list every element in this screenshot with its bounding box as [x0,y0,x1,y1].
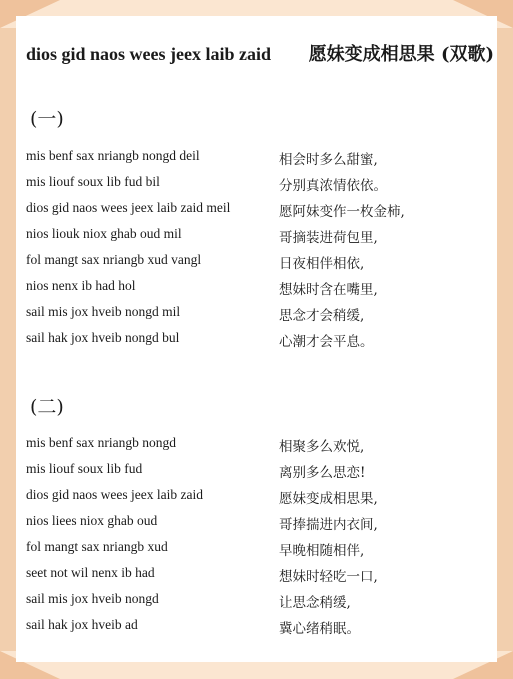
lyric-line [16,174,497,194]
lyric-romanized: seet not wil nenx ib had [26,565,155,580]
lyric-chinese: 相聚多么欢悦, [279,439,365,455]
lyric-romanized: sail hak jox hveib ad [26,617,138,632]
lyric-chinese: 分别真浓情依依。 [279,178,387,194]
lyric-chinese: 想妹时轻吃一口, [279,569,378,585]
lyric-line [16,278,497,298]
lyric-chinese: 想妹时含在嘴里, [279,282,378,298]
frame-side-left [0,28,16,651]
lyric-line [16,304,497,324]
lyric-chinese: 离别多么思恋! [279,465,366,481]
lyric-romanized: nios liees niox ghab oud [26,513,158,528]
frame-side-right [497,28,513,651]
lyric-chinese: 冀心绪稍眠。 [279,621,360,637]
lyric-romanized: mis liouf soux lib fud bil [26,174,160,189]
section-label-1: (一) [30,108,64,130]
lyric-chinese: 愿阿妹变作一枚金柿, [279,204,405,220]
section-label-2: (二) [30,396,64,418]
lyric-line [16,330,497,350]
lyric-romanized: nios nenx ib had hol [26,278,136,293]
lyric-romanized: sail hak jox hveib nongd bul [26,330,180,345]
title-chinese: 愿妹变成相思果 (双歌) [308,44,494,65]
lyric-romanized: dios gid naos wees jeex laib zaid [26,487,203,502]
lyric-romanized: dios gid naos wees jeex laib zaid meil [26,200,231,215]
lyric-line [16,565,497,585]
lyric-chinese: 愿妹变成相思果, [279,491,378,507]
lyric-romanized: nios liouk niox ghab oud mil [26,226,182,241]
lyric-romanized: mis benf sax nriangb nongd [26,435,176,450]
lyric-chinese: 日夜相伴相依, [279,256,365,272]
lyric-line [16,539,497,559]
lyric-chinese: 哥捧揣进内衣间, [279,517,378,533]
song-title [26,40,494,66]
lyric-romanized: sail mis jox hveib nongd mil [26,304,181,319]
title-romanized: dios gid naos wees jeex laib zaid [26,44,272,64]
lyric-line [16,591,497,611]
lyric-line [16,487,497,507]
lyric-romanized: mis liouf soux lib fud [26,461,143,476]
lyric-line [16,617,497,637]
lyric-chinese: 思念才会稍缓, [279,308,365,324]
lyric-romanized: fol mangt sax nriangb xud [26,539,168,554]
lyric-chinese: 让思念稍缓, [279,595,351,611]
lyric-line [16,461,497,481]
lyric-chinese: 早晚相随相伴, [279,543,365,559]
lyric-line [16,435,497,455]
lyric-chinese: 哥摘装进荷包里, [279,230,378,246]
song-page [16,16,497,662]
lyric-line [16,226,497,246]
lyric-chinese: 心潮才会平息。 [279,334,374,350]
lyric-line [16,513,497,533]
lyric-chinese: 相会时多么甜蜜, [279,152,378,168]
lyric-line [16,148,497,168]
lyric-romanized: mis benf sax nriangb nongd deil [26,148,200,163]
lyric-romanized: sail mis jox hveib nongd [26,591,159,606]
lyric-line [16,252,497,272]
lyric-romanized: fol mangt sax nriangb xud vangl [26,252,202,267]
lyric-line [16,200,497,220]
